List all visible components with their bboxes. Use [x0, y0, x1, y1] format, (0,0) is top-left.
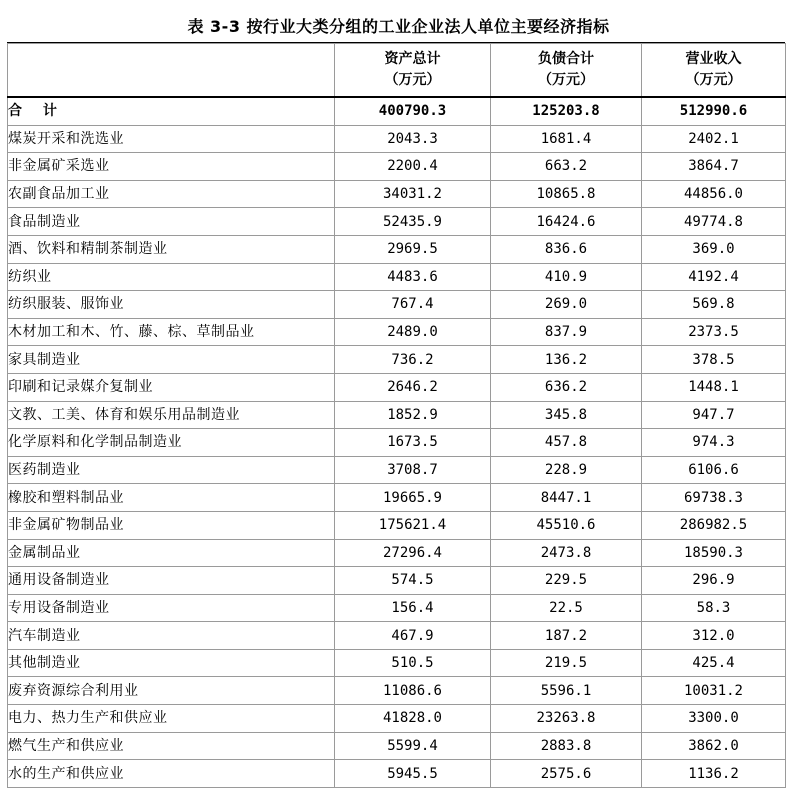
industry-name-cell: 金属制品业	[8, 539, 335, 567]
industry-name-cell: 纺织业	[8, 263, 335, 291]
liabilities-cell: 22.5	[491, 594, 642, 622]
liabilities-cell: 837.9	[491, 318, 642, 346]
economic-indicators-table	[7, 43, 786, 788]
revenue-cell: 3862.0	[642, 732, 786, 760]
total-row	[8, 97, 786, 125]
revenue-cell: 312.0	[642, 622, 786, 650]
table-row	[8, 318, 786, 346]
revenue-cell: 2402.1	[642, 125, 786, 153]
table-row	[8, 235, 786, 263]
header-row	[8, 44, 786, 98]
table-row	[8, 291, 786, 319]
revenue-cell: 6106.6	[642, 456, 786, 484]
revenue-cell: 2373.5	[642, 318, 786, 346]
industry-name-cell: 非金属矿物制品业	[8, 511, 335, 539]
liabilities-cell: 136.2	[491, 346, 642, 374]
liabilities-cell: 228.9	[491, 456, 642, 484]
revenue-cell: 49774.8	[642, 208, 786, 236]
liabilities-cell: 10865.8	[491, 180, 642, 208]
revenue-cell: 1448.1	[642, 373, 786, 401]
table-row	[8, 373, 786, 401]
table-row	[8, 649, 786, 677]
table-row	[8, 594, 786, 622]
assets-cell: 2969.5	[335, 235, 491, 263]
liabilities-cell: 45510.6	[491, 511, 642, 539]
table-title: 表 3-3 按行业大类分组的工业企业法人单位主要经济指标	[187, 17, 610, 36]
assets-cell: 510.5	[335, 649, 491, 677]
liabilities-cell: 2883.8	[491, 732, 642, 760]
table-row	[8, 567, 786, 595]
table-row	[8, 346, 786, 374]
header-revenue-unit: （万元）	[685, 72, 742, 88]
header-assets	[335, 44, 491, 98]
table-row	[8, 263, 786, 291]
liabilities-cell: 1681.4	[491, 125, 642, 153]
industry-name-cell: 酒、饮料和精制茶制造业	[8, 235, 335, 263]
industry-name-cell: 文教、工美、体育和娱乐用品制造业	[8, 401, 335, 429]
assets-cell: 767.4	[335, 291, 491, 319]
liabilities-cell: 8447.1	[491, 484, 642, 512]
assets-cell: 19665.9	[335, 484, 491, 512]
table-row	[8, 677, 786, 705]
industry-name-cell: 合 计	[8, 97, 335, 125]
assets-cell: 11086.6	[335, 677, 491, 705]
industry-name-cell: 废弃资源综合利用业	[8, 677, 335, 705]
assets-cell: 175621.4	[335, 511, 491, 539]
liabilities-cell: 663.2	[491, 153, 642, 181]
table-row	[8, 429, 786, 457]
industry-name-cell: 燃气生产和供应业	[8, 732, 335, 760]
revenue-cell: 69738.3	[642, 484, 786, 512]
header-assets-unit: （万元）	[384, 72, 441, 88]
liabilities-cell: 5596.1	[491, 677, 642, 705]
table-row	[8, 456, 786, 484]
assets-cell: 3708.7	[335, 456, 491, 484]
assets-cell: 2043.3	[335, 125, 491, 153]
liabilities-cell: 457.8	[491, 429, 642, 457]
assets-cell: 736.2	[335, 346, 491, 374]
assets-cell: 2489.0	[335, 318, 491, 346]
table-row	[8, 539, 786, 567]
table-row	[8, 622, 786, 650]
liabilities-cell: 16424.6	[491, 208, 642, 236]
liabilities-cell: 229.5	[491, 567, 642, 595]
assets-cell: 27296.4	[335, 539, 491, 567]
revenue-cell: 4192.4	[642, 263, 786, 291]
header-industry	[8, 44, 335, 98]
liabilities-cell: 410.9	[491, 263, 642, 291]
assets-cell: 1673.5	[335, 429, 491, 457]
liabilities-cell: 187.2	[491, 622, 642, 650]
header-revenue	[642, 44, 786, 98]
assets-cell: 574.5	[335, 567, 491, 595]
assets-cell: 4483.6	[335, 263, 491, 291]
industry-name-cell: 煤炭开采和洗选业	[8, 125, 335, 153]
industry-name-cell: 非金属矿采选业	[8, 153, 335, 181]
liabilities-cell: 636.2	[491, 373, 642, 401]
liabilities-cell: 345.8	[491, 401, 642, 429]
revenue-cell: 512990.6	[642, 97, 786, 125]
industry-name-cell: 电力、热力生产和供应业	[8, 705, 335, 733]
industry-name-cell: 食品制造业	[8, 208, 335, 236]
industry-name-cell: 农副食品加工业	[8, 180, 335, 208]
revenue-cell: 58.3	[642, 594, 786, 622]
revenue-cell: 974.3	[642, 429, 786, 457]
industry-name-cell: 医药制造业	[8, 456, 335, 484]
industry-name-cell: 木材加工和木、竹、藤、棕、草制品业	[8, 318, 335, 346]
revenue-cell: 3864.7	[642, 153, 786, 181]
revenue-cell: 3300.0	[642, 705, 786, 733]
table-row	[8, 760, 786, 788]
industry-name-cell: 印刷和记录媒介复制业	[8, 373, 335, 401]
industry-name-cell: 家具制造业	[8, 346, 335, 374]
table-row	[8, 208, 786, 236]
assets-cell: 41828.0	[335, 705, 491, 733]
assets-cell: 34031.2	[335, 180, 491, 208]
assets-cell: 2646.2	[335, 373, 491, 401]
revenue-cell: 1136.2	[642, 760, 786, 788]
assets-cell: 52435.9	[335, 208, 491, 236]
liabilities-cell: 269.0	[491, 291, 642, 319]
table-body	[8, 97, 786, 787]
revenue-cell: 44856.0	[642, 180, 786, 208]
assets-cell: 1852.9	[335, 401, 491, 429]
header-revenue-label: 营业收入	[685, 51, 742, 67]
table-row	[8, 180, 786, 208]
industry-name-cell: 化学原料和化学制品制造业	[8, 429, 335, 457]
industry-name-cell: 水的生产和供应业	[8, 760, 335, 788]
revenue-cell: 425.4	[642, 649, 786, 677]
liabilities-cell: 2473.8	[491, 539, 642, 567]
assets-cell: 2200.4	[335, 153, 491, 181]
revenue-cell: 947.7	[642, 401, 786, 429]
table-row	[8, 511, 786, 539]
table-row	[8, 401, 786, 429]
industry-name-cell: 其他制造业	[8, 649, 335, 677]
table-row	[8, 484, 786, 512]
revenue-cell: 10031.2	[642, 677, 786, 705]
revenue-cell: 369.0	[642, 235, 786, 263]
assets-cell: 5945.5	[335, 760, 491, 788]
industry-name-cell: 纺织服装、服饰业	[8, 291, 335, 319]
revenue-cell: 378.5	[642, 346, 786, 374]
liabilities-cell: 23263.8	[491, 705, 642, 733]
industry-name-cell: 汽车制造业	[8, 622, 335, 650]
revenue-cell: 18590.3	[642, 539, 786, 567]
industry-name-cell: 专用设备制造业	[8, 594, 335, 622]
header-assets-label: 资产总计	[384, 51, 441, 67]
liabilities-cell: 2575.6	[491, 760, 642, 788]
table-row	[8, 153, 786, 181]
industry-name-cell: 通用设备制造业	[8, 567, 335, 595]
liabilities-cell: 125203.8	[491, 97, 642, 125]
header-liabilities-unit: （万元）	[538, 72, 594, 88]
industry-name-cell: 橡胶和塑料制品业	[8, 484, 335, 512]
liabilities-cell: 836.6	[491, 235, 642, 263]
assets-cell: 5599.4	[335, 732, 491, 760]
revenue-cell: 296.9	[642, 567, 786, 595]
table-row	[8, 705, 786, 733]
assets-cell: 156.4	[335, 594, 491, 622]
revenue-cell: 569.8	[642, 291, 786, 319]
header-liabilities	[491, 44, 642, 98]
liabilities-cell: 219.5	[491, 649, 642, 677]
revenue-cell: 286982.5	[642, 511, 786, 539]
assets-cell: 400790.3	[335, 97, 491, 125]
table-row	[8, 732, 786, 760]
table-row	[8, 125, 786, 153]
header-liabilities-label: 负债合计	[538, 51, 594, 67]
assets-cell: 467.9	[335, 622, 491, 650]
